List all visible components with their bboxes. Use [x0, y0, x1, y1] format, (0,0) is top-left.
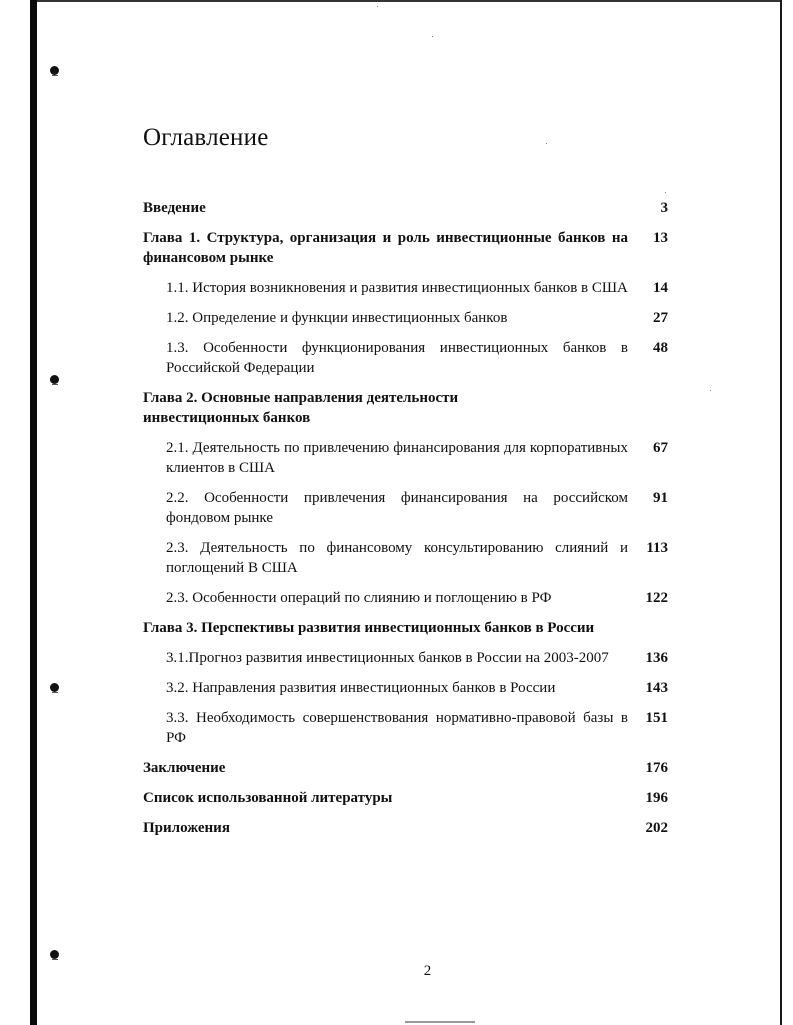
toc-entry-page: 136 — [645, 650, 668, 666]
scan-left-edge — [30, 0, 37, 1025]
toc-entry-section-1-2[interactable] — [143, 308, 668, 328]
scan-speck — [432, 36, 433, 37]
toc-entry-intro[interactable] — [143, 198, 668, 218]
punch-hole-mark — [50, 950, 59, 959]
toc-entry-section-3-2[interactable] — [143, 678, 668, 698]
toc-entry-label: Глава 3. Перспективы развития инвестиционных банков в России — [143, 620, 595, 636]
toc-entry-label: Глава 2. Основные направления деятельности инвестиционных банков — [143, 390, 459, 426]
toc-entry-page: 14 — [653, 280, 668, 296]
toc-entry-label: 3.2. Направления развития инвестиционных банков в России — [166, 680, 556, 696]
toc-entry-page: 196 — [645, 790, 668, 806]
toc-entry-section-2-2[interactable] — [143, 488, 668, 528]
toc-entry-page: 202 — [645, 820, 668, 836]
toc-entry-chapter-1[interactable] — [143, 228, 668, 268]
scan-speck — [546, 143, 547, 144]
toc-entry-page: 122 — [645, 590, 668, 606]
toc-entry-label: Заключение — [143, 760, 226, 776]
toc-entry-chapter-2[interactable] — [143, 388, 668, 428]
toc-entry-section-1-1[interactable] — [143, 278, 668, 298]
toc-entry-page: 151 — [645, 710, 668, 726]
toc-entry-page: 27 — [653, 310, 668, 326]
toc-entry-label: Введение — [143, 200, 206, 216]
toc-entry-section-2-3[interactable] — [143, 538, 668, 578]
toc-entry-page: 176 — [645, 760, 668, 776]
toc-entry-page: 91 — [653, 490, 668, 506]
toc-entry-page: 67 — [653, 440, 668, 456]
toc-entry-section-1-3[interactable] — [143, 338, 668, 378]
toc-entry-label: 3.3. Необходимость совершенствования нормативно-правовой базы в РФ — [166, 710, 628, 746]
toc-entry-label: 1.1. История возникновения и развития инвестиционных банков в США — [166, 280, 628, 296]
scan-bottom-mark — [405, 1021, 475, 1023]
punch-hole-mark — [50, 683, 59, 692]
punch-hole-mark — [50, 66, 59, 75]
toc-entry-label: Список использованной литературы — [143, 790, 393, 806]
toc-entry-conclusion[interactable] — [143, 758, 668, 778]
toc-entry-label: 1.2. Определение и функции инвестиционных банков — [166, 310, 508, 326]
toc-entry-label: 3.1.Прогноз развития инвестиционных банков в России на 2003-2007 — [166, 650, 609, 666]
toc-entry-label: Глава 1. Структура, организация и роль инвестиционные банков на финансовом рынке — [143, 230, 628, 266]
toc-entry-label: 2.3. Деятельность по финансовому консультированию слияний и поглощений В США — [166, 540, 628, 576]
punch-hole-mark — [50, 375, 59, 384]
toc-entry-page: 48 — [653, 340, 668, 356]
scan-speck — [377, 6, 378, 7]
toc-entry-page: 13 — [653, 230, 668, 246]
scan-speck — [665, 192, 666, 193]
toc-entry-section-2-1[interactable] — [143, 438, 668, 478]
table-of-contents — [143, 198, 668, 838]
scan-top-edge — [30, 0, 782, 2]
page-number: 2 — [423, 963, 432, 979]
toc-entry-page: 3 — [660, 200, 668, 216]
toc-entry-chapter-3[interactable] — [143, 618, 668, 638]
page-title: Оглавление — [143, 124, 269, 151]
toc-entry-label: 2.1. Деятельность по привлечению финансирования для корпоративных клиентов в США — [166, 440, 628, 476]
toc-entry-label: 2.3. Особенности операций по слиянию и поглощению в РФ — [166, 590, 552, 606]
scan-speck — [710, 390, 711, 391]
toc-entry-section-3-1[interactable] — [143, 648, 668, 668]
toc-entry-appendices[interactable] — [143, 818, 668, 838]
toc-entry-section-2-4[interactable] — [143, 588, 668, 608]
toc-entry-literature[interactable] — [143, 788, 668, 808]
toc-entry-label: 2.2. Особенности привлечения финансирования на российском фондовом рынке — [166, 490, 628, 526]
toc-entry-label: 1.3. Особенности функционирования инвестиционных банков в Российской Федерации — [166, 340, 628, 376]
toc-entry-section-3-3[interactable] — [143, 708, 668, 748]
toc-entry-label: Приложения — [143, 820, 230, 836]
toc-entry-page: 143 — [645, 680, 668, 696]
scan-right-edge — [780, 0, 782, 1025]
toc-entry-page: 113 — [646, 540, 668, 556]
